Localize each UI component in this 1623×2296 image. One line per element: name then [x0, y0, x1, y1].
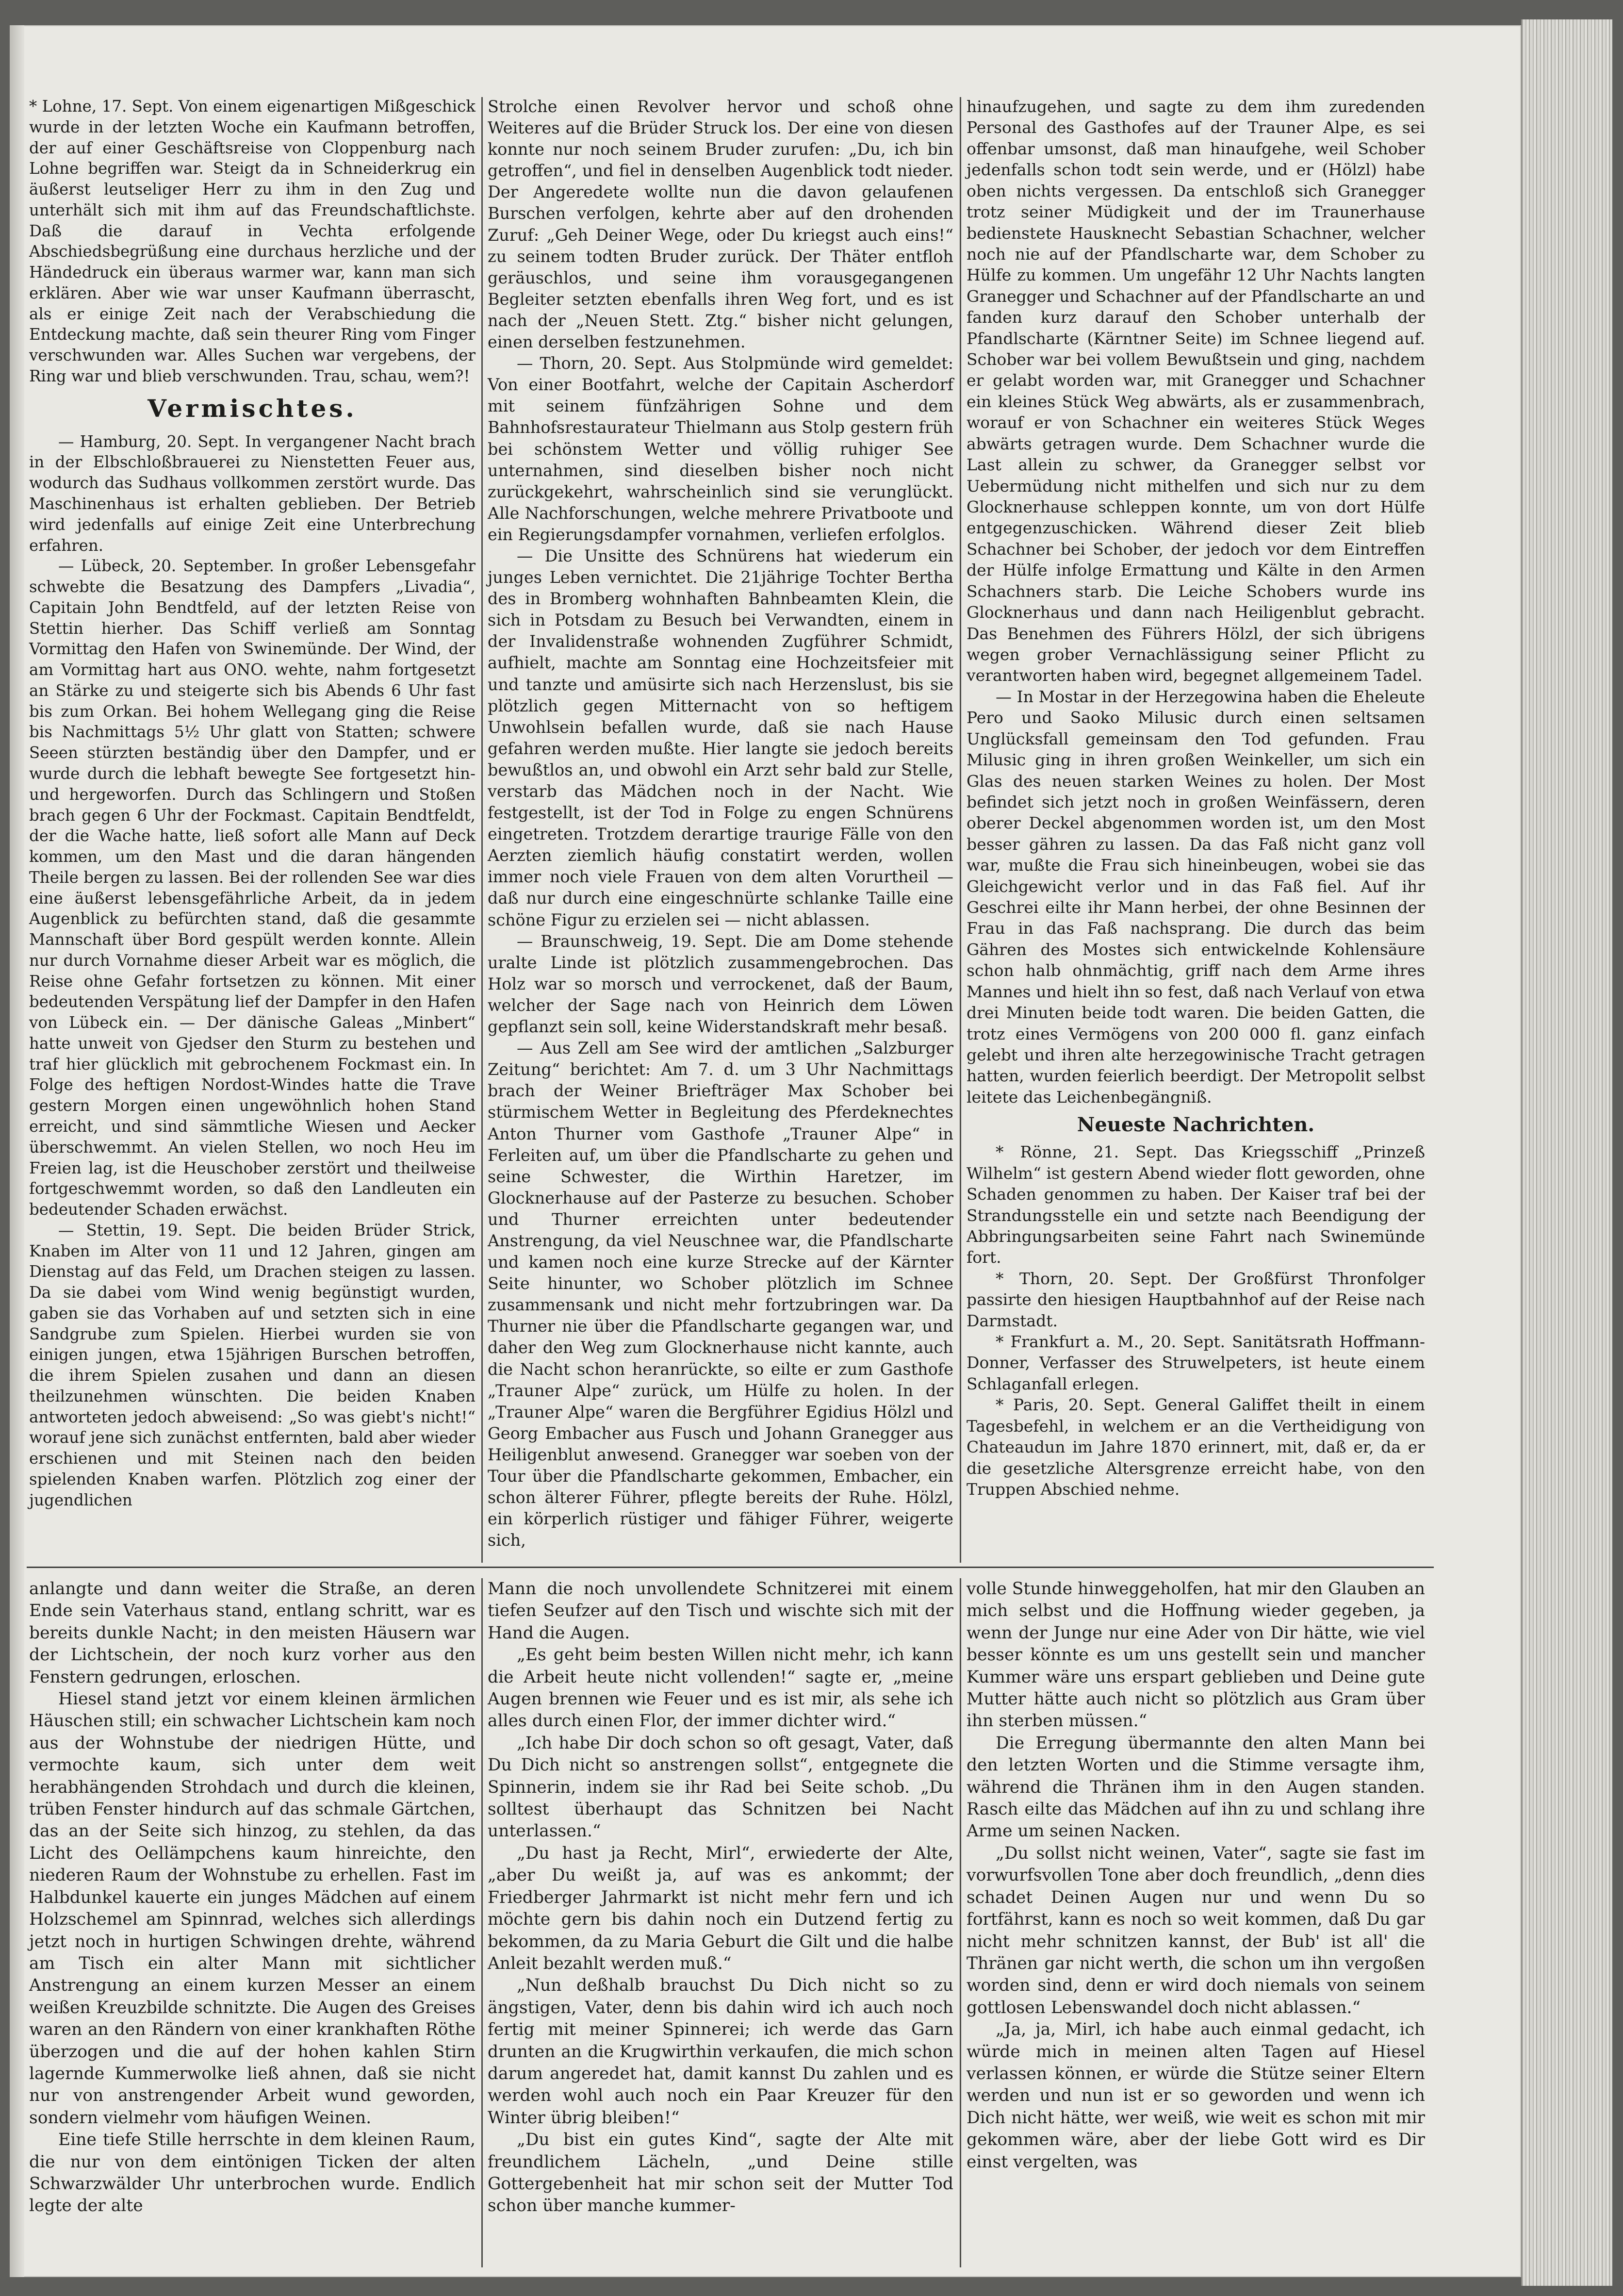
article-paragraph: — Aus Zell am See wird der amtlichen „Salzburger Zeitung“ berichtet: Am 7. d. um 3 Uhr Nachmittags brach der Weiner Briefträger Max Schober bei stürmischem Wetter in Begleitung des Pferdeknechtes Anton Thurner vom Gasthofe „Trauner Alpe“ in Ferleiten auf, um über die Pfandlscharte zu gehen und seine Schwester, die Wirthin Haretzer, im Glocknerhause auf der Pasterze zu besuchen. Schober und Thurner erreichten unter bedeutender Anstrengung, da viel Neuschnee war, die Pfandlscharte und kamen noch eine kurze Strecke auf der Kärnter Seite hinunter, wo Schober plötzlich im Schnee zusammensank und nicht mehr fortzubringen war. Da Thurner nie über die Pfandlscharte gegangen war, und daher den Weg zum Glocknerhause nicht kannte, auch die Nacht schon heranrückte, so eilte er zum Gasthofe „Trauner Alpe“ zurück, um Hülfe zu holen. In der „Trauner Alpe“ waren die Bergführer Egidius Hölzl und Georg Embacher aus Fusch und Johann Granegger aus Heiligenblut anwesend. Granegger war soeben von der Tour über die Pfandlscharte gekommen, Embacher, ein schon älterer Führer, pflegte bereits der Ruhe. Hölzl, ein körperlich rüstiger und fähiger Führer, weigerte sich, — [488, 1039, 953, 1550]
article-paragraph: „Du hast ja Recht, Mirl“, erwiederte der Alte, „aber Du weißt ja, auf was es ankommt; der Friedberger Jahrmarkt ist nicht mehr fern und ich möchte gern bis dahin noch ein Dutzend fertig zu bekommen, da zu Maria Geburt die Gilt und die halbe Anleit bezahlt werden muß.“ — [488, 1843, 953, 1973]
article-paragraph: — Braunschweig, 19. Sept. Die am Dome stehende uralte Linde ist plötzlich zusammengebrochen. Das Holz war so morsch und verrockenet, daß der Baum, welcher der Sage nach von Heinrich dem Löwen gepflanzt sein soll, keine Widerstandskraft mehr besaß. — [488, 931, 953, 1037]
article-paragraph: Hiesel stand jetzt vor einem kleinen ärmlichen Häuschen still; ein schwacher Lichtschein kam noch aus der Wohnstube der niedrigen Hütte, und vermochte kaum, sich unter dem weit herabhängenden Strohdach und durch die kleinen, trüben Fenster hindurch auf das schmale Gärtchen, das an der Seite sich hinzog, zu stehlen, da das Licht des Oellämpchens kaum hinreichte, den niederen Raum der Wohnstube zu erhellen. Fast im Halbdunkel kauerte ein junges Mädchen auf einem Holzschemel am Spinnrad, welches sich allerdings jetzt noch in hurtigen Schwingen drehte, während am Tisch ein alter Mann mit sichtlicher Anstrengung an einem kurzen Messer an einem weißen Kreuzbilde schnitzte. Die Augen des Greises waren an den Rändern von einer krankhaften Röthe überzogen und die auf der hohen kahlen Stirn lagernde Kummerwolke ließ ahnen, daß sie nicht nur von anstrengender Arbeit wund geworden, sondern vielmehr vom häufigen Weinen. — [29, 1689, 475, 2128]
article-paragraph: „Nun deßhalb brauchst Du Dich nicht so zu ängstigen, Vater, denn bis dahin wird ich auch noch fertig mit meiner Spinnerei; ich werde das Garn drunten an die Krugwirthin verkaufen, die mich schon darum angeredet hat, damit kannst Du zahlen und es werden wohl auch noch ein Paar Kreuzer für den Winter übrig bleiben!“ — [488, 1976, 953, 2128]
article-paragraph: volle Stunde hinweggeholfen, hat mir den Glauben an mich selbst und die Hoffnung wieder gegeben, ja wenn der Junge nur eine Ader von Dir hätte, wie viel besser könnte es um uns gestellt sein und mancher Kummer wäre uns erspart geblieben und Deine gute Mutter hätte auch nicht so plötzlich aus Gram über ihn sterben müssen.“ — [967, 1579, 1425, 1731]
article-paragraph: * Lohne, 17. Sept. Von einem eigenartigen Mißgeschick wurde in der letzten Woche ein Kaufmann betroffen, der auf einer Geschäftsreise von Cloppenburg nach Lohne begriffen war. Steigt da in Schneiderkrug ein äußerst leutseliger Herr zu ihm in den Zug und unterhält sich mit ihm auf das Freundschaftlichste. Daß die darauf in Vechta erfolgende Abschiedsbegrüßung eine durchaus herzliche und der Händedruck ein überaus warmer war, kann man sich erklären. Aber wie war unser Kaufmann überrascht, als er einige Zeit nach der Verabschiedung die Entdeckung machte, daß sein theurer Ring vom Finger verschwunden war. Alles Suchen war vergebens, der Ring war und blieb verschwunden. Trau, schau, wem?! — [29, 97, 475, 385]
article-paragraph: * Frankfurt a. M., 20. Sept. Sanitätsrath Hoffmann-Donner, Verfasser des Struwelpeters, ist heute einem Schlaganfall erlegen. — [967, 1332, 1425, 1393]
article-paragraph: „Ich habe Dir doch schon so oft gesagt, Vater, daß Du Dich nicht so anstrengen sollst“, entgegnete die Spinnerin, indem sie ihr Rad bei Seite schob. „Du solltest überhaupt das Schnitzen bei Nacht unterlassen.“ — [488, 1733, 953, 1841]
article-paragraph: * Paris, 20. Sept. General Galiffet theilt in einem Tagesbefehl, in welchem er an die Vertheidigung von Chateaudun im Jahre 1870 erinnert, mit, daß er, da er die gesetzliche Altersgrenze erreicht habe, von den Truppen Abschied nehme. — [967, 1395, 1425, 1499]
article-paragraph: „Es geht beim besten Willen nicht mehr, ich kann die Arbeit heute nicht vollenden!“ sagte er, „meine Augen brennen wie Feuer und es ist mir, als sehe ich alles durch einen Flor, der immer dichter wird.“ — [488, 1645, 953, 1731]
article-paragraph: „Du bist ein gutes Kind“, sagte der Alte mit freundlichem Lächeln, „und Deine stille Gottergebenheit hat mir schon seit der Mutter Tod schon über manche kummer- — [488, 2130, 953, 2216]
article-paragraph: — Die Unsitte des Schnürens hat wiederum ein junges Leben vernichtet. Die 21jährige Tochter Bertha des in Bromberg wohnhaften Bahnbeamten Klein, die sich in Potsdam zu Besuch bei Verwandten, einem in der Invalidenstraße wohnenden Zugführer Schmidt, aufhielt, machte am Sonntag eine Hochzeitsfeier mit und tanzte und amüsirte sich nach Herzenslust, bis sie plötzlich gegen Mitternacht von so heftigem Unwohlsein befallen wurde, daß sie nach Hause gefahren werden mußte. Hier langte sie jedoch bereits bewußtlos an, und obwohl ein Arzt sehr bald zur Stelle, verstarb das Mädchen noch in der Nacht. Wie festgestellt, ist der Tod in Folge zu engen Schnürens eingetreten. Trotzdem derartige traurige Fälle von den Aerzten ziemlich häufig constatirt werden, wollen immer noch viele Frauen von dem alten Vorurtheil — daß nur durch eine eingeschnürte schlanke Taille eine schöne Figur zu erzielen sei — nicht ablassen. — [488, 546, 953, 929]
column-divider — [960, 97, 961, 1563]
article-paragraph: Die Erregung übermannte den alten Mann bei den letzten Worten und die Stimme versagte ihm, während die Thränen ihm in den Augen standen. Rasch eilte das Mädchen auf ihn zu und schlang ihre Arme um seinen Nacken. — [967, 1733, 1425, 1841]
bottom-column-1 — [29, 1578, 475, 2217]
left-page-gutter — [10, 25, 24, 2277]
article-paragraph: hinaufzugehen, und sagte zu dem ihm zuredenden Personal des Gasthofes auf der Trauner Alpe, es sei offenbar umsonst, daß man hinaufgehe, weil Schober jedenfalls schon todt sein werde, und er (Hölzl) habe oben nichts vergessen. Da entschloß sich Granegger trotz seiner Müdigkeit und der im Traunerhause bedienstete Hausknecht Sebastian Schachner, welcher noch nie auf der Pfandlscharte war, dem Schober zu Hülfe zu kommen. Um ungefähr 12 Uhr Nachts langten Granegger und Schachner auf der Pfandlscharte an und fanden kurz darauf den Schober unterhalb der Pfandlscharte (Kärntner Seite) im Schnee liegend auf. Schober war bei vollem Bewußtsein und ging, nachdem er gelabt worden war, mit Granegger und Schachner ein kleines Stück Weg abwärts, als er zusammenbrach, worauf er von Schachner ein weiteres Stück Weges abwärts getragen wurde. Dem Schachner wurde die Last allein zu schwer, da Granegger selbst vor Uebermüdung nicht mithelfen und sich nur zu dem Glocknerhause schleppen konnte, um von dort Hülfe entgegenzuschicken. Während dieser Zeit blieb Schachner bei Schober, der jedoch vor dem Eintreffen der Hülfe infolge Ermattung und Kälte in den Armen Schachners starb. Die Leiche Schobers wurde ins Glocknerhaus und dann nach Heiligenblut gebracht. Das Benehmen des Führers Hölzl, der sich übrigens wegen grober Vernachlässigung seiner Pflicht zu verantworten haben wird, begegnet allgemeinem Tadel. — [967, 97, 1425, 685]
column-divider — [481, 97, 483, 1563]
column-divider — [960, 1578, 961, 2267]
article-paragraph: — In Mostar in der Herzegowina haben die Eheleute Pero und Saoko Milusic durch einen seltsamen Unglücksfall gemeinsam den Tod gefunden. Frau Milusic ging in ihren großen Weinkeller, um sich ein Glas des neuen starken Weines zu holen. Der Most befindet sich jetzt noch in großen Weinfässern, deren oberer Deckel abgenommen worden ist, um den Most besser gähren zu lassen. Da das Faß nicht ganz voll war, mußte die Frau sich hineinbeugen, wobei sie das Gleichgewicht verlor und in das Faß fiel. Auf ihr Geschrei eilte ihr Mann herbei, der ohne Besinnen der Frau in das Faß nachsprang. Die durch das beim Gähren des Mostes sich entwickelnde Kohlensäure schon halb ohnmächtig, griff nach dem Arme ihres Mannes und hielt ihn so fest, daß nach Verlauf von etwa drei Minuten beide todt waren. Die beiden Gatten, die trotz eines Vermögens von 200 000 fl. ganz einfach gelebt und ihren alte herzegowinische Tracht getragen hatten, wurden feierlich beerdigt. Der Metropolit selbst leitete das Leichenbegängniß. — [967, 687, 1425, 1107]
article-paragraph: — Lübeck, 20. September. In großer Lebensgefahr schwebte die Besatzung des Dampfers „Livadia“, Capitain John Bendtfeld, auf der letzten Reise von Stettin hierher. Das Schiff verließ am Sonntag Vormittag den Hafen von Swinemünde. Der Wind, der am Vormittag hart aus ONO. wehte, nahm fortgesetzt an Stärke zu und steigerte sich bis Abends 6 Uhr fast bis zum Orkan. Bei hohem Wellegang ging die Reise bis Nachmittags 5½ Uhr glatt von Statten; schwere Seeen stürzten beständig über den Dampfer, und er wurde durch die lebhaft bewegte See fortgesetzt hin- und hergeworfen. Durch das Schlingern und Stoßen brach gegen 6 Uhr der Fockmast. Capitain Bendtfeldt, der die Wache hatte, ließ sofort alle Mann auf Deck kommen, um den Mast und die daran hängenden Theile bergen zu lassen. Bei der rollenden See war dies eine äußerst lebensgefährliche Arbeit, da in jedem Augenblick zu befürchten stand, daß die gesammte Mannschaft über Bord gespült werden konnte. Allein nur durch Vornahme dieser Arbeit war es möglich, die Reise ohne Gefahr fortsetzen zu können. Mit einer bedeutenden Verspätung lief der Dampfer in den Hafen von Lübeck ein. — Der dänische Galeas „Minbert“ hatte unweit von Gjedser den Sturm zu bestehen und traf hier glücklich mit gebrochenem Fockmast ein. In Folge des heftigen Nordost-Windes hatte die Trave gestern Morgen einen ungewöhnlich hohen Stand erreicht, und sind sämmtliche Wiesen und Aecker überschwemmt. An vielen Stellen, wo noch Heu im Freien lag, ist die Heuschober zerstört und theilweise fortgeschwemmt worden, so daß den Landleuten ein bedeutender Schaden erwächst. — [29, 557, 475, 1219]
article-paragraph: „Ja, ja, Mirl, ich habe auch einmal gedacht, ich würde mich in meinen alten Tagen auf Hiesel verlassen können, er würde die Stütze seiner Eltern werden und nun ist er so geworden und wenn ich Dich nicht hätte, wer weiß, wie weit es schon mit mir gekommen wäre, aber der liebe Gott wird es Dir einst vergelten, was — [967, 2020, 1425, 2172]
article-paragraph: Strolche einen Revolver hervor und schoß ohne Weiteres auf die Brüder Struck los. Der eine von diesen konnte nur noch seinem Bruder zurufen: „Du, ich bin getroffen“, und fiel in denselben Augenblick todt nieder. Der Angeredete wollte nun die davon gelaufenen Burschen verfolgen, kehrte aber auf den drohenden Zuruf: „Geh Deiner Wege, oder Du kriegst auch eins!“ zu seinem todten Bruder zurück. Der Thäter entfloh geräuschlos, und seine ihm vorausgegangenen Begleiter setzten ebenfalls ihren Weg fort, und es ist nach der „Neuen Stett. Ztg.“ bisher nicht gelungen, einen derselben festzunehmen. — [488, 97, 953, 352]
book-page-edges — [1521, 19, 1612, 2286]
article-paragraph: Eine tiefe Stille herrschte in dem kleinen Raum, die nur von dem eintönigen Ticken der alten Schwarzwälder Uhr unterbrochen wurde. Endlich legte der alte — [29, 2130, 475, 2216]
top-column-2 — [488, 96, 953, 1551]
article-paragraph: anlangte und dann weiter die Straße, an deren Ende sein Vaterhaus stand, entlang schritt, war es bereits dunkle Nacht; in den meisten Häusern war der Lichtschein, der noch kurz vorher aus den Fenstern gedrungen, erloschen. — [29, 1579, 475, 1687]
article-paragraph: * Rönne, 21. Sept. Das Kriegsschiff „Prinzeß Wilhelm“ ist gestern Abend wieder flott geworden, ohne Schaden genommen zu haben. Der Kaiser traf bei der Strandungsstelle ein und setzte nach Beendigung der Abbringungsarbeiten seine Fahrt nach Swinemünde fort. — [967, 1142, 1425, 1267]
article-paragraph: Mann die noch unvollendete Schnitzerei mit einem tiefen Seufzer auf den Tisch und wischte sich mit der Hand die Augen. — [488, 1579, 953, 1643]
column-divider — [481, 1578, 483, 2267]
section-heading: Vermischtes. — [148, 394, 357, 423]
bottom-column-2 — [488, 1578, 953, 2217]
section-heading: Neueste Nachrichten. — [1077, 1113, 1315, 1137]
article-paragraph: — Hamburg, 20. Sept. In vergangener Nacht brach in der Elbschloßbrauerei zu Nienstetten Feuer aus, wodurch das Sudhaus vollkommen zerstört wurde. Das Maschinenhaus ist erhalten geblieben. Der Betrieb wird jedenfalls auf einige Zeit eine Unterbrechung erfahren. — [29, 432, 475, 555]
article-paragraph: * Thorn, 20. Sept. Der Großfürst Thronfolger passirte den hiesigen Hauptbahnhof auf der Reise nach Darmstadt. — [967, 1269, 1425, 1330]
bottom-column-3 — [967, 1578, 1425, 2173]
top-column-3 — [967, 96, 1425, 1500]
article-paragraph: — Thorn, 20. Sept. Aus Stolpmünde wird gemeldet: Von einer Bootfahrt, welche der Capitain Ascherdorf mit seinem fünfzährigen Sohne und dem Bahnhofsrestaurateur Thielmann aus Stolp gestern früh bei schönstem Wetter und völlig ruhiger See unternahmen, sind dieselben bisher noch nicht zurückgekehrt, wahrscheinlich sind sie verunglückt. Alle Nachforschungen, welche mehrere Privatboote und ein Regierungsdampfer vornahmen, verliefen erfolglos. — [488, 354, 953, 544]
section-separator-line — [27, 1567, 1434, 1568]
top-column-1 — [29, 96, 475, 1511]
article-paragraph: — Stettin, 19. Sept. Die beiden Brüder Strick, Knaben im Alter von 11 und 12 Jahren, gingen am Dienstag auf das Feld, um Drachen steigen zu lassen. Da sie dabei vom Wind wenig begünstigt wurden, gaben sie das Vorhaben auf und setzten sich in eine Sandgrube zum Spielen. Hierbei wurden sie von einigen jungen, etwa 15jährigen Burschen betroffen, die ihrem Spielen zusahen und dann an diesen theilzunehmen wünschten. Die beiden Knaben antworteten jedoch abweisend: „So was giebt's nicht!“ worauf jene sich zunächst entfernten, bald aber wieder erschienen und mit Steinen nach den beiden spielenden Knaben warfen. Plötzlich zog einer der jugendlichen — [29, 1221, 475, 1509]
article-paragraph: „Du sollst nicht weinen, Vater“, sagte sie fast im vorwurfsvollen Tone aber doch freundlich, „denn dies schadet Deinen Augen nur und wenn Du so fortfährst, kann es noch so weit kommen, daß Du gar nicht mehr schnitzen kannst, der Bub' ist all' die Thränen gar nicht werth, die schon um ihn vergoßen worden sind, denn er wird doch niemals von seinem gottlosen Lebenswandel doch nicht ablassen.“ — [967, 1843, 1425, 2017]
